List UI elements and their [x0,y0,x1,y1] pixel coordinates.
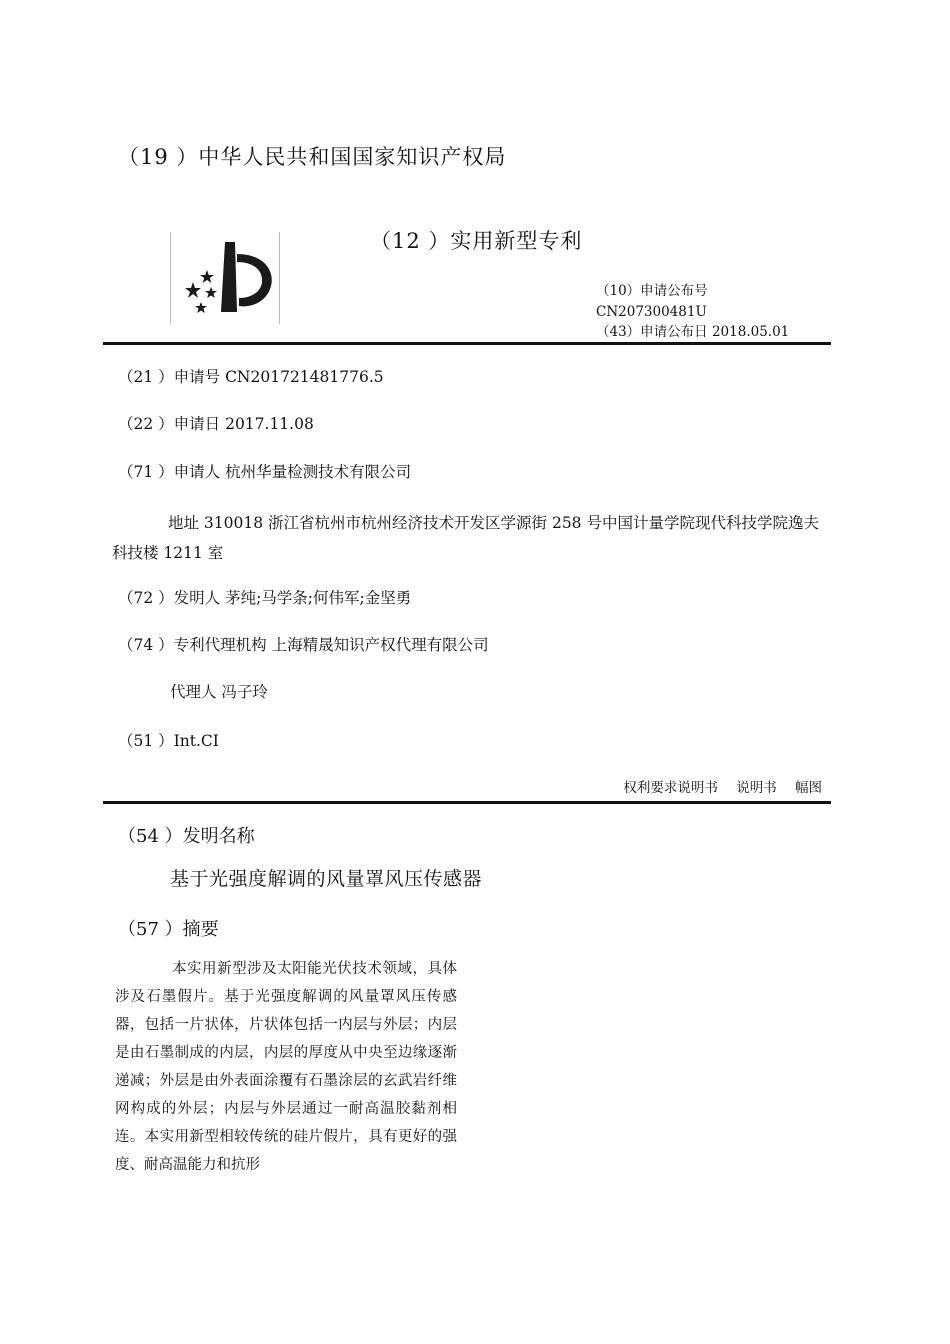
abstract-label: （57 ）摘要 [118,919,219,940]
biblio-divider [103,801,831,804]
int-classification: （51 ）Int.CI [118,732,219,750]
header-divider [103,342,831,345]
patent-agency: （74 ）专利代理机构 上海精晟知识产权代理有限公司 [118,636,489,654]
abstract-text: 本实用新型涉及太阳能光伏技术领域，具体涉及石墨假片。基于光强度解调的风量罩风压传感器，包括一片状体，片状体包括一内层与外层；内层是由石墨制成的内层，内层的厚度从中央至边缘逐渐递减；外层是由外表面涂覆有石墨涂层的玄武岩纤维网构成的外层；内层与外层通过一耐高温胶黏剂相连。本实用新型相较传统的硅片假片，具有更好的强度、耐高温能力和抗形 [115,961,457,1173]
publication-info [596,281,789,343]
issuing-authority: （19 ）中华人民共和国国家知识产权局 [118,145,507,169]
applicant-address: 地址 310018 浙江省杭州市杭州经济技术开发区学源街 258 号中国计量学院现代科技学院逸夫科技楼 1211 室 [112,514,819,562]
drawings-link[interactable]: 幅图 [795,780,822,796]
inventors: （72 ）发明人 茅纯;马学条;何伟军;金坚勇 [118,589,412,607]
patent-agent: 代理人 冯子玲 [170,683,268,701]
application-date: （22 ）申请日 2017.11.08 [118,415,314,433]
publication-number: CN207300481U [596,303,707,320]
claims-link[interactable]: 权利要求说明书 [623,780,718,796]
cnipa-logo [170,232,280,324]
invention-title: 基于光强度解调的风量罩风压传感器 [170,868,483,890]
document-links [609,776,822,796]
cnipa-emblem-icon [171,232,279,324]
publication-date: （43）申请公布日 2018.05.01 [596,324,790,340]
application-number: （21 ）申请号 CN201721481776.5 [118,368,384,386]
invention-title-label: （54 ）发明名称 [118,826,255,847]
publication-number-label: （10）申请公布号 [596,283,708,299]
applicant: （71 ）申请人 杭州华量检测技术有限公司 [118,463,412,481]
description-link[interactable]: 说明书 [736,780,777,796]
document-type: （12 ）实用新型专利 [370,229,583,253]
